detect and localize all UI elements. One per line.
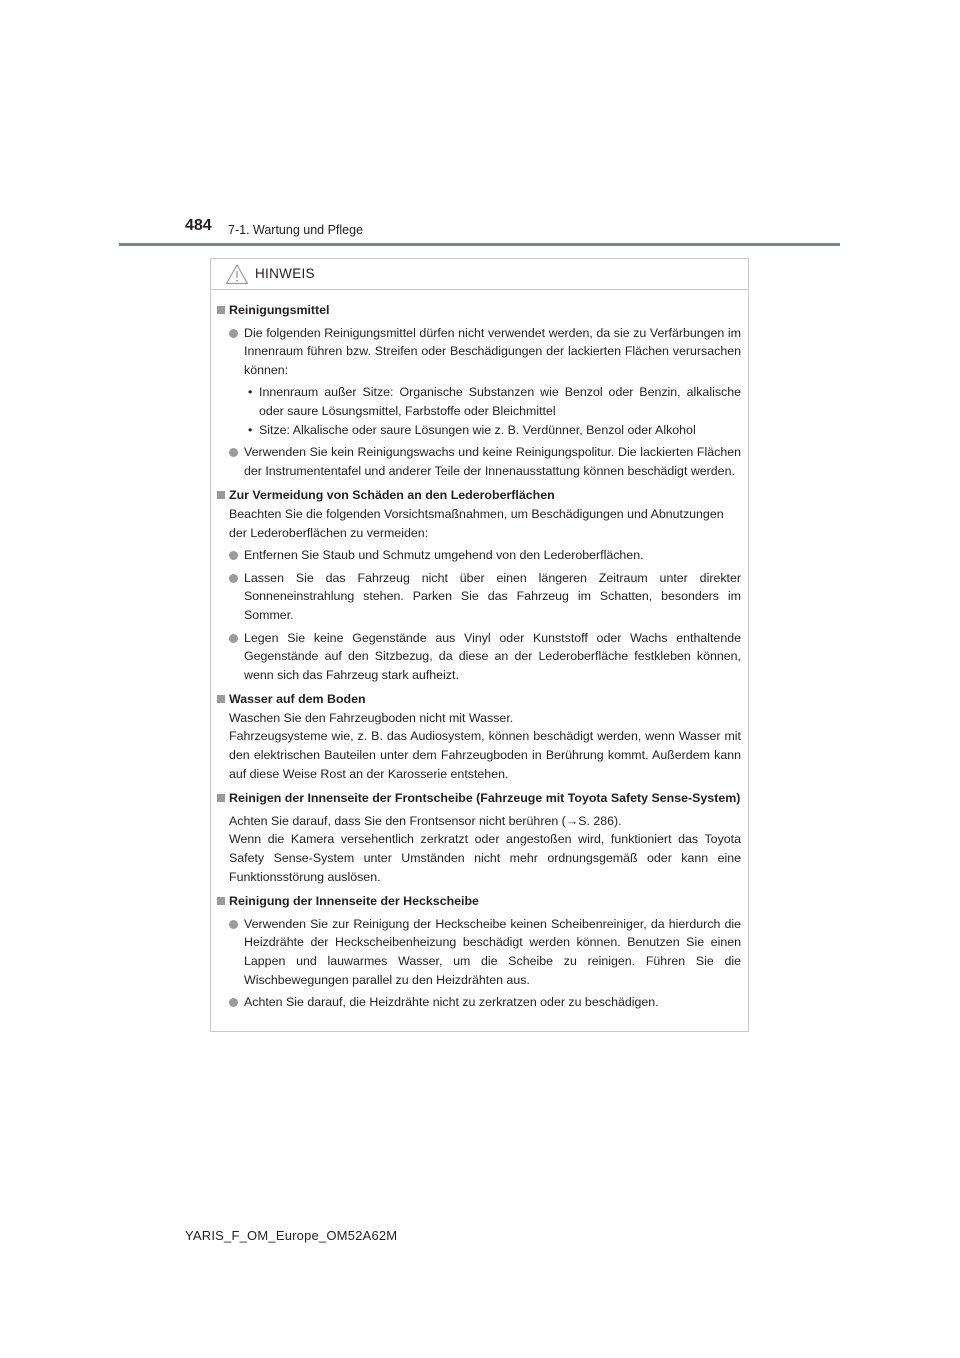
section-heading: Zur Vermeidung von Schäden an den Lederoberflächen xyxy=(217,486,741,505)
section-windshield xyxy=(217,789,741,886)
section-text: Fahrzeugsysteme wie, z. B. das Audiosystem, können beschädigt werden, wenn Wasser mit den elektrischen Bauteilen unter dem Fahrzeugboden in Berührung kommt. Außerdem kann auf diese Weise Rost an der Karosserie entstehen. xyxy=(229,729,741,781)
section-heading: Reinigungsmittel xyxy=(217,301,741,320)
section-heading: Reinigen der Innenseite der Frontscheibe (Fahrzeuge mit Toyota Safety Sense-System) xyxy=(217,789,741,808)
circle-bullet-icon xyxy=(229,574,238,583)
notice-header xyxy=(211,259,748,290)
circle-bullet-icon xyxy=(229,329,238,338)
page-number: 484 xyxy=(185,217,212,234)
section-text: Beachten Sie die folgenden Vorsichtsmaßnahmen, um Beschädigungen und Abnutzungen der Lederoberflächen zu vermeiden: xyxy=(229,506,724,540)
circle-bullet-icon xyxy=(229,448,238,457)
section-text: Waschen Sie den Fahrzeugboden nicht mit Wasser. xyxy=(229,710,514,725)
notice-body xyxy=(211,290,748,1012)
section-text: Wenn die Kamera versehentlich zerkratzt oder angestoßen wird, funktioniert das Toyota Safety Sense-System unter Umständen nicht mehr ordnungsgemäß oder kann eine Funktionsstörung auslösen. xyxy=(229,832,741,884)
square-bullet-icon xyxy=(217,306,225,314)
section-rear-window xyxy=(217,892,741,1012)
list-item: Legen Sie keine Gegenstände aus Vinyl oder Kunststoff oder Wachs enthaltende Gegenstände auf den Sitzbezug, da diese an der Lederoberfläche festkleben können, wenn sich das Fahrzeug stark aufheizt. xyxy=(217,629,741,685)
notice-title: HINWEIS xyxy=(255,266,315,281)
warning-triangle-icon xyxy=(225,263,249,285)
circle-bullet-icon xyxy=(229,920,238,929)
sub-list-item: • Sitze: Alkalische oder saure Lösungen wie z. B. Verdünner, Benzol oder Alkohol xyxy=(248,422,696,437)
list-item: Die folgenden Reinigungsmittel dürfen nicht verwendet werden, da sie zu Verfärbungen im Innenraum führen bzw. Streifen oder Beschädigungen der lackierten Flächen verursachen können: xyxy=(217,324,741,380)
circle-bullet-icon xyxy=(229,634,238,643)
square-bullet-icon xyxy=(217,794,225,802)
document-id: YARIS_F_OM_Europe_OM52A62M xyxy=(185,1228,398,1243)
list-item: Lassen Sie das Fahrzeug nicht über einen längeren Zeitraum unter direkter Sonneneinstrahlung stehen. Parken Sie das Fahrzeug im Schatten, besonders im Sommer. xyxy=(217,569,741,625)
chapter-title: 7-1. Wartung und Pflege xyxy=(228,223,364,237)
section-text: Achten Sie darauf, dass Sie den Frontsensor nicht berühren (→S. 286). xyxy=(229,813,622,828)
section-heading: Wasser auf dem Boden xyxy=(217,690,741,709)
list-item: Verwenden Sie zur Reinigung der Heckscheibe keinen Scheibenreiniger, da hierdurch die Heizdrähte der Heckscheibenheizung beschädigt werden können. Benutzen Sie einen Lappen und lauwarmes Wasser, um die Scheibe zu reinigen. Führen Sie die Wischbewegungen parallel zu den Heizdrähten aus. xyxy=(217,915,741,989)
header-divider xyxy=(119,243,840,246)
square-bullet-icon xyxy=(217,491,225,499)
section-water-floor xyxy=(217,690,741,783)
circle-bullet-icon xyxy=(229,551,238,560)
list-item: Entfernen Sie Staub und Schmutz umgehend von den Lederoberflächen. xyxy=(217,546,741,565)
section-cleaning-agents xyxy=(217,301,741,480)
section-leather xyxy=(217,486,741,684)
sub-list-item: • Innenraum außer Sitze: Organische Substanzen wie Benzol oder Benzin, alkalische oder saure Lösungsmittel, Farbstoffe oder Bleichmittel xyxy=(248,385,741,418)
section-heading: Reinigung der Innenseite der Heckscheibe xyxy=(217,892,741,911)
square-bullet-icon xyxy=(217,695,225,703)
list-item: Verwenden Sie kein Reinigungswachs und keine Reinigungspolitur. Die lackierten Flächen der Instrumententafel und anderer Teile der Innenausstattung können beschädigt werden. xyxy=(217,443,741,480)
circle-bullet-icon xyxy=(229,998,238,1007)
square-bullet-icon xyxy=(217,897,225,905)
notice-box xyxy=(210,258,749,1032)
list-item: Achten Sie darauf, die Heizdrähte nicht zu zerkratzen oder zu beschädigen. xyxy=(217,993,741,1012)
